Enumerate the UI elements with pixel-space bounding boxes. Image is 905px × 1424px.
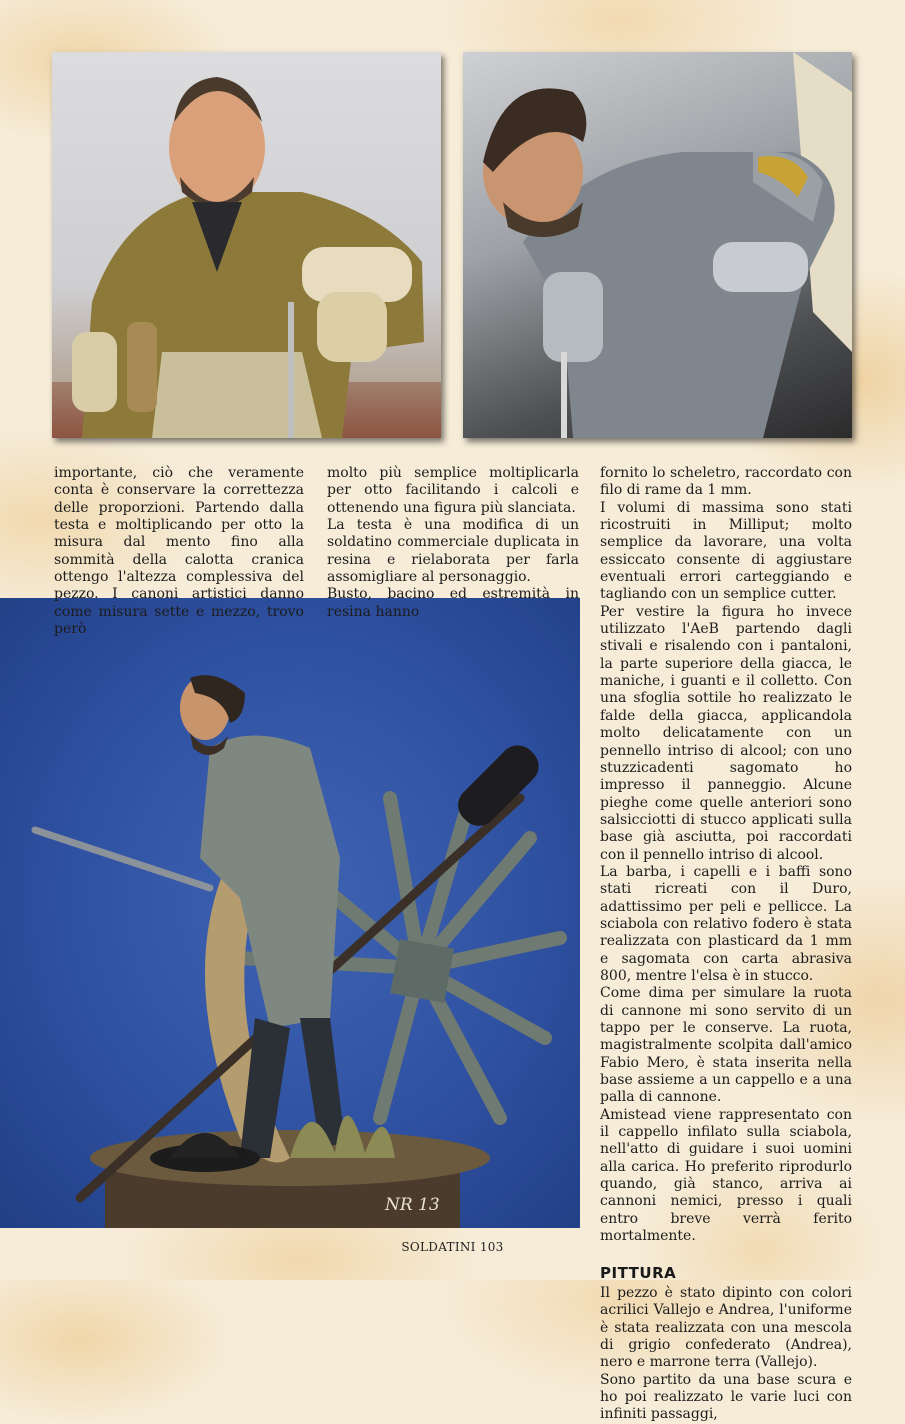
paragraph: Come dima per simulare la ruota di cannone mi sono servito di un tappo per le conserve. La ruota, magistralmente scolpita dall'amico Fabio Mero, è stata inserita nella base assieme a un cappello e a una palla di cannone. (600, 985, 852, 1106)
paragraph: Amistead viene rappresentato con il cappello infilato sulla sciabola, nell'atto di guidare i suoi uomini alla carica. Ho preferito riprodurlo quando, già stanco, arriva ai cannoni nemici, presso i quali entro breve verrà ferito mortalmente. (600, 1106, 852, 1245)
figure-illustration (52, 52, 441, 438)
paragraph: molto più semplice moltiplicarla per otto facilitando i calcoli e ottenendo una figura più slanciata. (327, 465, 579, 516)
figure-illustration (463, 52, 852, 438)
page-folio: SOLDATINI 103 (401, 1240, 504, 1254)
paragraph: Per vestire la figura ho invece utilizzato l'AeB partendo dagli stivali e risalendo con i pantaloni, la parte superiore della giacca, le maniche, i guanti e il colletto. Con una sfoglia sottile ho realizzato le falde della giacca, applicandola molto delicatamente con un pennello intriso di alcool; con uno stuzzicadenti sagomato ho impresso il panneggio. Alcune pieghe come quelle anteriori sono salsicciotti di stucco applicati sulla base già asciutta, poi raccordati con il pennello intriso di alcool. (600, 603, 852, 863)
text-column-2 (327, 465, 579, 621)
base-label: NR 13 (385, 1195, 440, 1215)
paragraph: I volumi di massima sono stati ricostruiti in Milliput; molto semplice da lavorare, una volta essiccato consente di aggiustare eventuali errori carteggiando e tagliando con un semplice cutter. (600, 499, 852, 603)
paragraph: Sono partito da una base scura e ho poi realizzato le varie luci con infiniti passaggi, (600, 1371, 852, 1423)
text-column-1 (54, 465, 304, 638)
paragraph: La testa è una modifica di un soldatino commerciale duplicata in resina e rielaborata per farla assomigliare al personaggio. (327, 517, 579, 586)
figure-illustration (0, 598, 580, 1228)
paragraph: La barba, i capelli e i baffi sono stati ricreati con il Duro, adattissimo per peli e pellicce. La sciabola con relativo fodero è stata realizzata con plasticard da 1 mm e sagomata con carta abrasiva 800, mentre l'elsa è in stucco. (600, 863, 852, 984)
photo-figure-butternut-uniform (52, 52, 441, 438)
section-heading: PITTURA (600, 1264, 677, 1283)
photo-figure-cannon-wheel (0, 598, 580, 1228)
paragraph: Busto, bacino ed estremità in resina hanno (327, 586, 579, 620)
paragraph: importante, ciò che veramente conta è conservare la correttezza delle proporzioni. Partendo dalla testa e moltiplicando per otto la misura dal mento fino alla sommità della calotta cranica ottengo l'altezza complessiva del pezzo. I canoni artistici danno come misura sette e mezzo, trovo però (54, 465, 304, 638)
paragraph: Il pezzo è stato dipinto con colori acrilici Vallejo e Andrea, l'uniforme è stata realizzata con una mescola di grigio confederato (Andrea), nero e marrone terra (Vallejo). (600, 1284, 852, 1371)
paragraph: fornito lo scheletro, raccordato con filo di rame da 1 mm. (600, 465, 852, 499)
photo-figure-grey-uniform (463, 52, 852, 438)
